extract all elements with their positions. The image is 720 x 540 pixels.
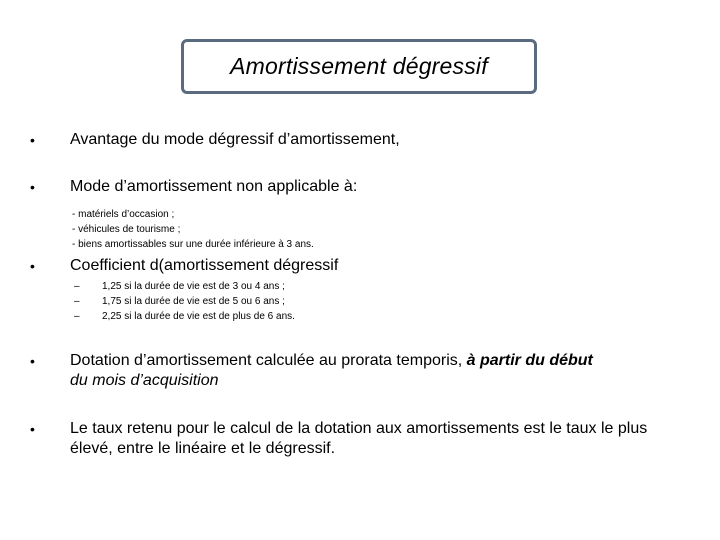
bullet-coefficient bbox=[30, 256, 690, 276]
title-box bbox=[181, 39, 537, 94]
bullet-prorata bbox=[30, 351, 690, 391]
bullet-not-applicable bbox=[30, 177, 690, 197]
coefficient-item bbox=[74, 294, 295, 309]
coefficient-item bbox=[74, 279, 295, 294]
coefficient-text: 1,25 si la durée de vie est de 3 ou 4 ans ; bbox=[102, 281, 285, 292]
bullet-dot: • bbox=[30, 132, 35, 148]
slide-title: Amortissement dégressif bbox=[230, 53, 488, 79]
coefficient-text: 1,75 si la durée de vie est de 5 ou 6 ans ; bbox=[102, 296, 285, 307]
prorata-emphasis-2: du mois d’acquisition bbox=[70, 372, 219, 389]
dash-marker: – bbox=[74, 311, 80, 322]
bullet-text: Le taux retenu pour le calcul de la dotation aux amortissements est le taux le plus élevé, entre le linéaire et le dégressif. bbox=[70, 420, 648, 457]
bullet-advantage bbox=[30, 130, 690, 150]
coefficient-item bbox=[74, 309, 295, 324]
dash-marker: – bbox=[74, 296, 80, 307]
sub-item: - véhicules de tourisme ; bbox=[72, 224, 181, 235]
bullet-dot: • bbox=[30, 421, 35, 437]
bullet-text: Mode d’amortissement non applicable à: bbox=[70, 178, 358, 195]
bullet-text: Avantage du mode dégressif d’amortissement, bbox=[70, 131, 400, 148]
coefficient-text: 2,25 si la durée de vie est de plus de 6 ans. bbox=[102, 311, 295, 322]
bullet-text: Coefficient d(amortissement dégressif bbox=[70, 257, 339, 274]
bullet-text bbox=[70, 351, 690, 391]
dash-marker: – bbox=[74, 281, 80, 292]
prorata-emphasis: à partir du début bbox=[466, 352, 593, 369]
prorata-text: Dotation d’amortissement calculée au prorata temporis, bbox=[70, 352, 467, 369]
bullet-dot: • bbox=[30, 179, 35, 195]
bullet-rate bbox=[30, 419, 690, 459]
sub-item: - biens amortissables sur une durée inférieure à 3 ans. bbox=[72, 239, 314, 250]
coefficient-list bbox=[74, 279, 295, 324]
sub-item: - matériels d’occasion ; bbox=[72, 209, 175, 220]
bullet-dot: • bbox=[30, 353, 35, 369]
bullet-dot: • bbox=[30, 258, 35, 274]
